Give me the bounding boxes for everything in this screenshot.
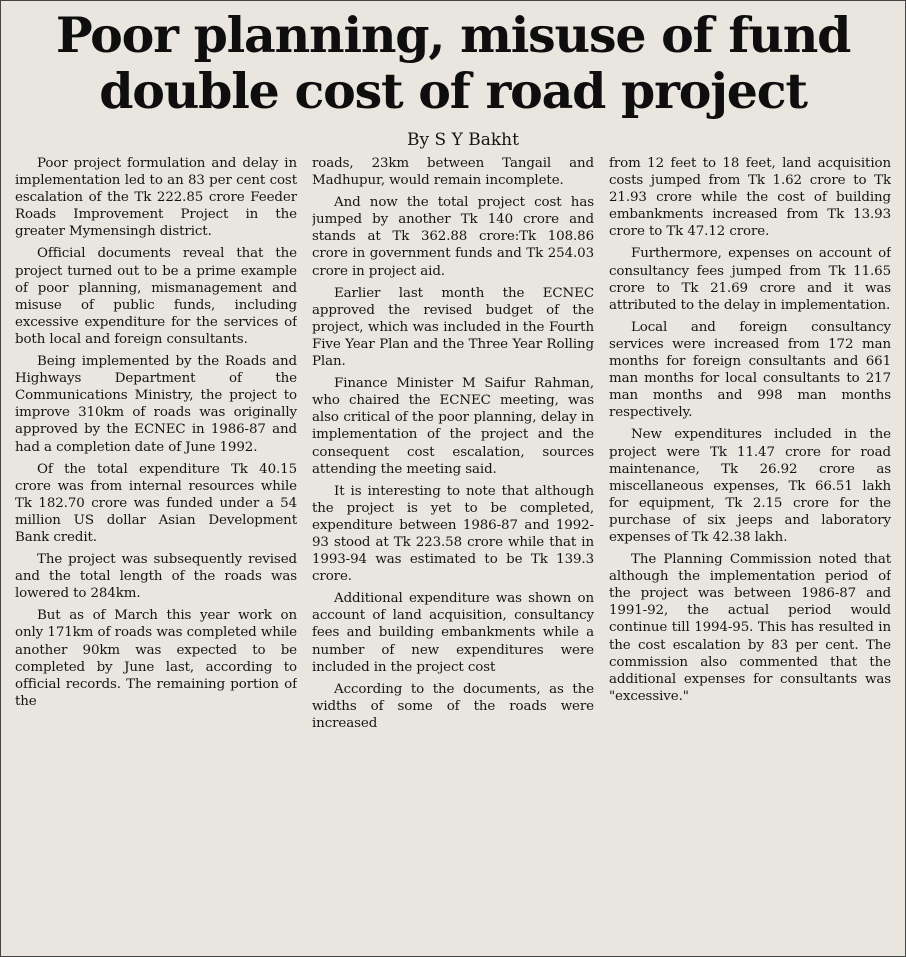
article-paragraph: The project was subsequently revised and the total length of the roads was lowered to 284km. (15, 552, 297, 602)
article-paragraph: from 12 feet to 18 feet, land acquisition costs jumped from Tk 1.62 crore to Tk 21.93 crore while the cost of building embankments increased from Tk 13.93 crore to Tk 47.12 crore. (609, 156, 891, 240)
article-paragraph: Additional expenditure was shown on account of land acquisition, consultancy fees and building embankments while a number of new expenditures were included in the project cost (312, 591, 594, 675)
article-columns (15, 155, 891, 945)
article-paragraph: New expenditures included in the project were Tk 11.47 crore for road maintenance, Tk 26.92 crore as miscellaneous expenses, Tk 66.51 lakh for equipment, Tk 2.15 crore for the purchase of six jeeps and laboratory expenses of Tk 42.38 lakh. (609, 427, 891, 545)
article-paragraph: Earlier last month the ECNEC approved the revised budget of the project, which was included in the Fourth Five Year Plan and the Three Year Rolling Plan. (312, 285, 594, 370)
column-2 (312, 155, 594, 945)
byline: By S Y Bakht (407, 130, 519, 150)
column-1 (15, 155, 297, 945)
article-paragraph: It is interesting to note that although the project is yet to be completed, expenditure between 1986-87 and 1992-93 stood at Tk 223.58 crore while that in 1993-94 was estimated to be Tk 139.3 crore. (312, 483, 594, 585)
article-paragraph: And now the total project cost has jumped by another Tk 140 crore and stands at Tk 362.88 crore:Tk 108.86 crore in government funds and Tk 254.03 crore in project aid. (312, 195, 594, 279)
article-paragraph: The Planning Commission noted that although the implementation period of the project was between 1986-87 and 1991-92, the actual period would continue till 1994-95. This has resulted in the cost escalation by 83 per cent. The commission also commented that the additional expenses for consultants was "excessive." (609, 552, 891, 704)
article-paragraph: According to the documents, as the widths of some of the roads were increased (312, 681, 594, 731)
article-paragraph: Being implemented by the Roads and Highways Department of the Communications Ministry, the project to improve 310km of roads was originally approved by the ECNEC in 1986-87 and had a completion date of June 1992. (15, 354, 297, 455)
article-paragraph: Poor project formulation and delay in implementation led to an 83 per cent cost escalation of the Tk 222.85 crore Feeder Roads Improvement Project in the greater Mymensingh district. (15, 156, 297, 240)
headline (15, 7, 891, 119)
headline-line-2: double cost of road project (99, 62, 807, 120)
article-paragraph: Official documents reveal that the project turned out to be a prime example of poor planning, mismanagement and misuse of public funds, including excessive expenditure for the services of both local and foreign consultants. (15, 246, 297, 347)
article-paragraph: Of the total expenditure Tk 40.15 crore was from internal resources while Tk 182.70 crore was funded under a 54 million US dollar Asian Development Bank credit. (15, 461, 297, 545)
article-paragraph: Local and foreign consultancy services were increased from 172 man months for foreign consultants and 661 man months for local consultants to 217 man months and 998 man months respectively. (609, 319, 891, 421)
column-3 (609, 155, 891, 945)
article-paragraph: roads, 23km between Tangail and Madhupur, would remain incomplete. (312, 156, 594, 189)
article-paragraph: But as of March this year work on only 171km of roads was completed while another 90km was expected to be completed by June last, according to official records. The remaining portion of the (15, 608, 297, 709)
headline-line-1: Poor planning, misuse of fund (55, 6, 851, 64)
article-paragraph: Finance Minister M Saifur Rahman, who chaired the ECNEC meeting, was also critical of the poor planning, delay in implementation of the project and the consequent cost escalation, sources attending the meeting said. (312, 376, 594, 477)
article-paragraph: Furthermore, expenses on account of consultancy fees jumped from Tk 11.65 crore to Tk 21.69 crore and it was attributed to the delay in implementation. (609, 246, 891, 313)
